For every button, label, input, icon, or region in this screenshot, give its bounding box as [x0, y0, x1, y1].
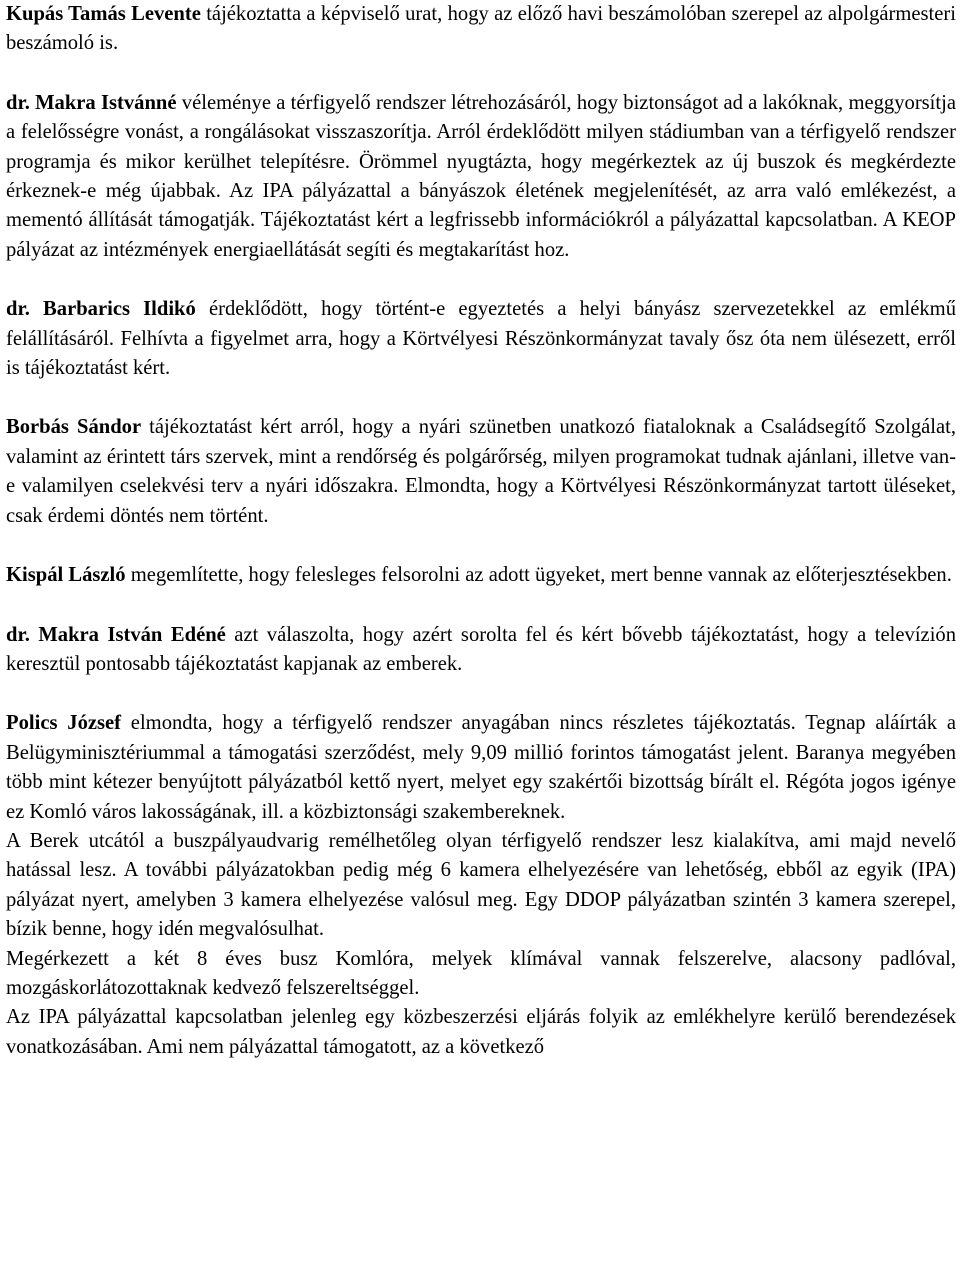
paragraph-text: Az IPA pályázattal kapcsolatban jelenleg egy közbeszerzési eljárás folyik az emlékhelyre kerülő berendezések vonatkozásában. Ami nem pályázattal támogatott, az a következő: [6, 1006, 956, 1058]
document-page: [6, 0, 956, 1062]
speaker-name: Kupás Tamás Levente: [6, 3, 201, 25]
paragraph-text: érdeklődött, hogy történt-e egyeztetés a helyi bányász szervezetekkel az emlékmű felállításáról. Felhívta a figyelmet arra, hogy a Körtvélyesi Részönkormányzat tavaly ősz óta nem ülésezett, erről is tájékoztatást kért.: [6, 298, 956, 380]
paragraph-makra-istvan-edene: [6, 621, 956, 680]
speaker-name: Kispál László: [6, 564, 126, 587]
paragraph-text: tájékoztatta a képviselő urat, hogy az előző havi beszámolóban szerepel az alpolgármesteri beszámoló is.: [6, 3, 956, 55]
paragraph-kispal: [6, 561, 956, 590]
paragraph-text: Megérkezett a két 8 éves busz Komlóra, melyek klímával vannak felszerelve, alacsony padlóval, mozgáskorlátozottaknak kedvező felszereltséggel.: [6, 947, 956, 999]
paragraph-makra-istvanne: [6, 89, 956, 265]
paragraph-polics-ipa: [6, 1003, 956, 1062]
paragraph-polics-berek: [6, 827, 956, 945]
paragraph-polics: [6, 709, 956, 827]
paragraph-text: azt válaszolta, hogy azért sorolta fel és kért bővebb tájékoztatást, hogy a televízión keresztül pontosabb tájékoztatást kapjanak az emberek.: [6, 623, 957, 675]
paragraph-text: megemlítette, hogy felesleges felsorolni az adott ügyeket, mert benne vannak az előterjesztésekben.: [125, 564, 952, 587]
paragraph-borbas: [6, 413, 956, 531]
paragraph-text: A Berek utcától a buszpályaudvarig remélhetőleg olyan térfigyelő rendszer lesz kialakítva, ami majd nevelő hatással lesz. A további pályázatokban pedig még 6 kamera elhelyezésére van lehetőség, ebből az egyik (IPA) pályázat nyert, amelyben 3 kamera elhelyezése valósul meg. Egy DDOP pályázatban szintén 3 kamera szerepel, bízik benne, hogy idén megvalósulhat.: [6, 829, 956, 941]
speaker-name: Polics József: [6, 712, 122, 735]
speaker-name: dr. Makra István Edéné: [6, 623, 226, 646]
speaker-name: dr. Makra Istvánné: [6, 91, 177, 114]
speaker-name: dr. Barbarics Ildikó: [6, 298, 196, 321]
paragraph-kupas: [6, 0, 956, 59]
paragraph-polics-busz: [6, 945, 956, 1004]
paragraph-barbarics: [6, 295, 956, 383]
paragraph-text: elmondta, hogy a térfigyelő rendszer anyagában nincs részletes tájékoztatás. Tegnap aláírták a Belügyminisztériummal a támogatási szerződést, mely 9,09 millió forintos támogatást jelent. Baranya megyében több mint kétezer benyújtott pályázatból kettő nyert, melyet egy szakértői bizottság bírált el. Régóta jogos igénye ez Komló város lakosságának, ill. a közbiztonsági szakembereknek.: [6, 712, 956, 823]
paragraph-text: tájékoztatást kért arról, hogy a nyári szünetben unatkozó fiataloknak a Családsegítő Szolgálat, valamint az érintett társ szervek, mint a rendőrség és polgárőrség, milyen programokat tudnak ajánlani, illetve van-e valamilyen cselekvési terv a nyári időszakra. Elmondta, hogy a Körtvélyesi Részönkormányzat tartott üléseket, csak érdemi döntés nem történt.: [6, 416, 956, 527]
paragraph-text: véleménye a térfigyelő rendszer létrehozásáról, hogy biztonságot ad a lakóknak, meggyorsítja a felelősségre vonást, a rongálásokat visszaszorítja. Arról érdeklődött milyen stádiumban van a térfigyelő rendszer programja és mikor kerülhet telepítésre. Örömmel nyugtázta, hogy megérkeztek az új buszok és megkérdezte érkeznek-e még újabbak. Az IPA pályázattal a bányászok életének megjelenítését, az arra való emlékezést, a mementó állítását támogatják. Tájékoztatást kért a legfrissebb információkról a pályázattal kapcsolatban. A KEOP pályázat az intézmények energiaellátását segíti és megtakarítást hoz.: [6, 91, 956, 261]
speaker-name: Borbás Sándor: [6, 416, 142, 439]
